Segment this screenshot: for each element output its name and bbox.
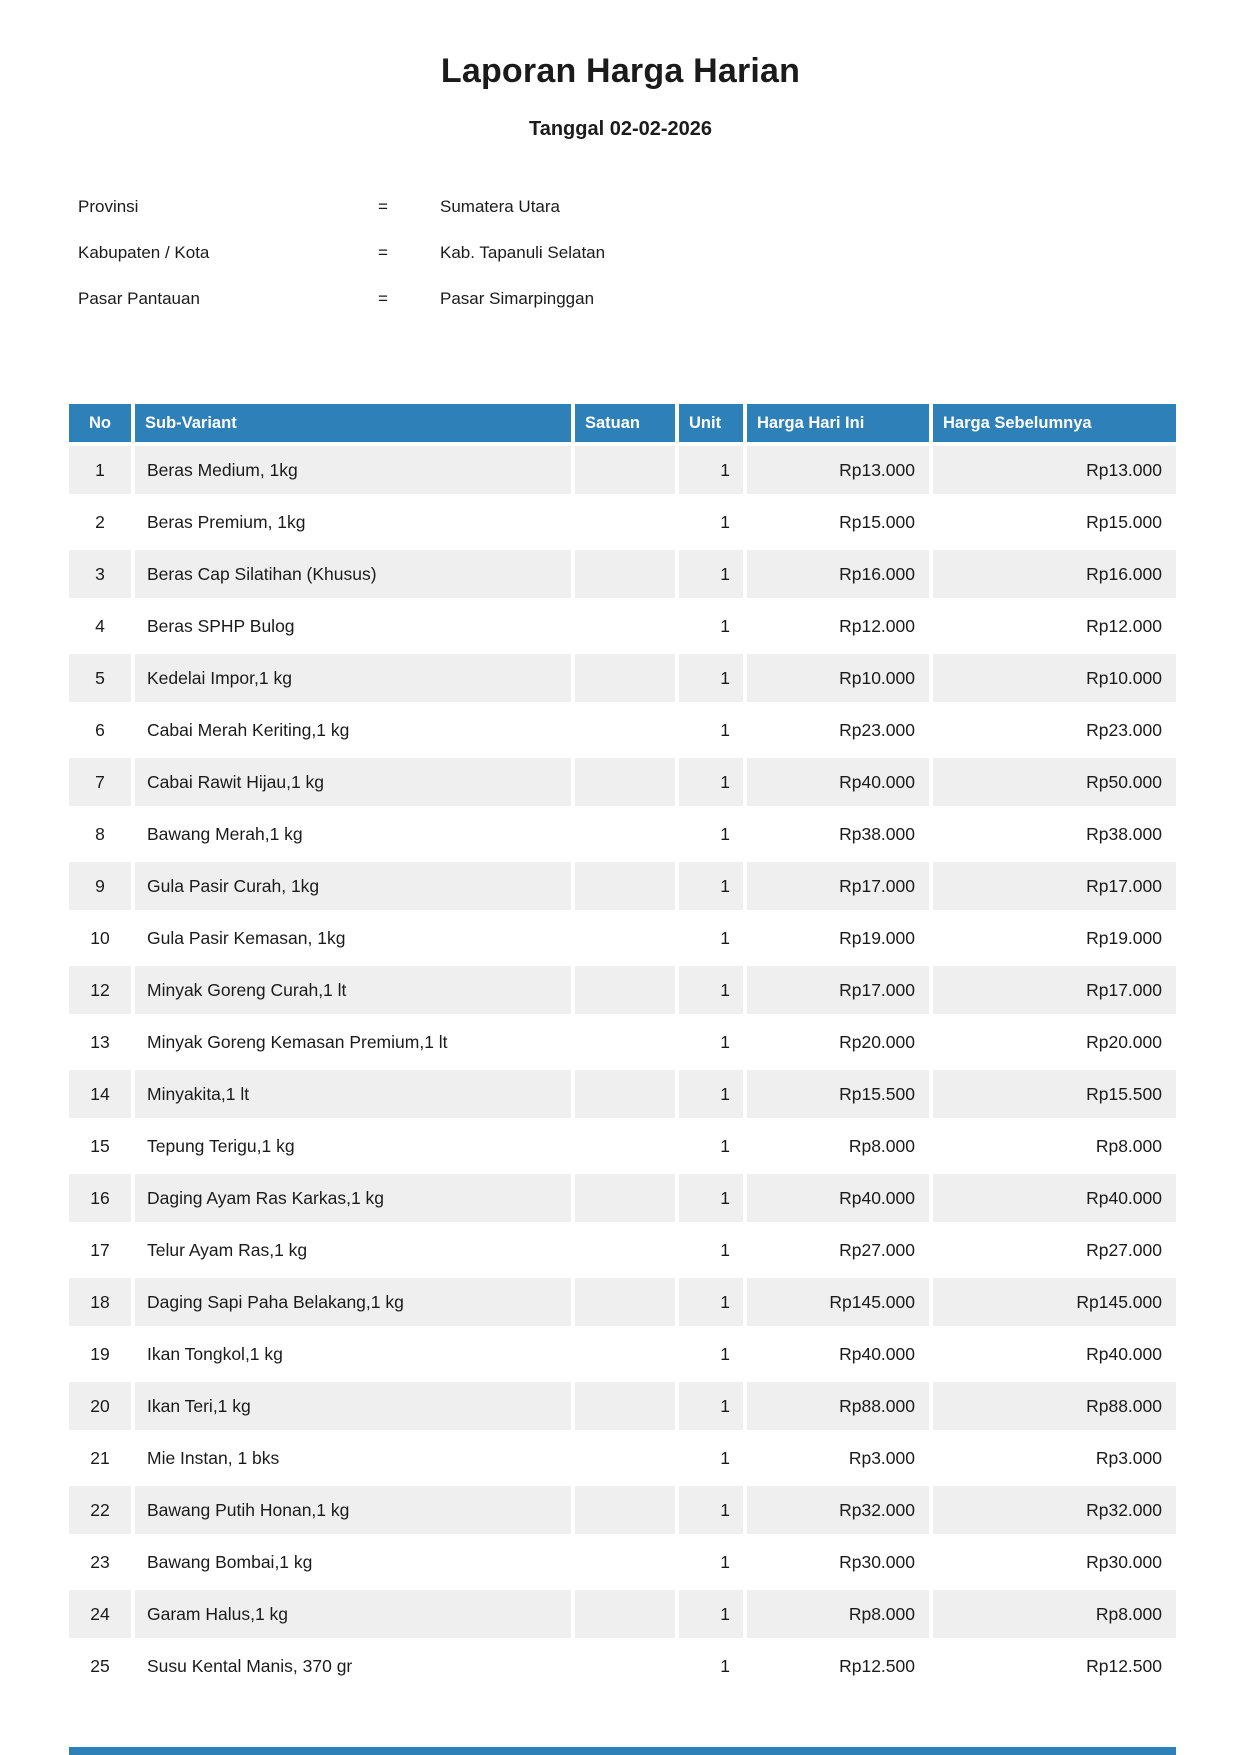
equals-sign: =	[378, 243, 388, 262]
cell-harga-hari-ini: Rp32.000	[747, 1486, 929, 1534]
cell-harga-sebelumnya: Rp12.000	[1086, 615, 1162, 636]
cell-harga-sebelumnya: Rp17.000	[933, 966, 1176, 1014]
cell-harga-hari-ini: Rp8.000	[747, 1590, 929, 1638]
cell-satuan	[575, 1330, 675, 1378]
cell-sub-variant: Cabai Rawit Hijau,1 kg	[135, 758, 571, 806]
cell-unit: 1	[720, 927, 730, 948]
cell-sub-variant: Beras Medium, 1kg	[135, 446, 571, 494]
cell-harga-hari-ini: Rp12.000	[839, 615, 915, 636]
info-row-kabupaten-kota	[78, 243, 1241, 289]
table-row	[69, 1434, 1176, 1482]
cell-harga-sebelumnya: Rp30.000	[1086, 1551, 1162, 1572]
cell-satuan	[575, 1174, 675, 1222]
table-row	[69, 1486, 1176, 1534]
cell-harga-hari-ini: Rp13.000	[747, 446, 929, 494]
cell-sub-variant: Gula Pasir Curah, 1kg	[135, 862, 571, 910]
cell-harga-sebelumnya: Rp10.000	[933, 654, 1176, 702]
cell-no: 8	[95, 823, 105, 844]
cell-satuan	[575, 1070, 675, 1118]
cell-satuan	[575, 1434, 675, 1482]
cell-satuan	[575, 550, 675, 598]
cell-no: 7	[69, 758, 131, 806]
cell-satuan	[575, 1382, 675, 1430]
cell-unit: 1	[720, 1343, 730, 1364]
info-value: Kab. Tapanuli Selatan	[440, 243, 606, 262]
info-value: Sumatera Utara	[440, 197, 560, 216]
info-row-provinsi	[78, 197, 1241, 243]
cell-satuan	[575, 602, 675, 650]
cell-unit: 1	[720, 823, 730, 844]
cell-harga-sebelumnya: Rp20.000	[1086, 1031, 1162, 1052]
cell-unit: 1	[679, 1590, 743, 1638]
table-row	[69, 1018, 1176, 1066]
cell-harga-sebelumnya: Rp38.000	[1086, 823, 1162, 844]
cell-no: 15	[90, 1135, 110, 1156]
cell-satuan	[575, 810, 675, 858]
cell-sub-variant: Daging Sapi Paha Belakang,1 kg	[135, 1278, 571, 1326]
table-row	[69, 550, 1176, 598]
cell-harga-sebelumnya: Rp27.000	[1086, 1239, 1162, 1260]
cell-no: 1	[69, 446, 131, 494]
cell-no: 4	[95, 615, 105, 636]
info-row-pasar-pantauan	[78, 289, 1241, 335]
cell-unit: 1	[679, 1486, 743, 1534]
cell-no: 9	[69, 862, 131, 910]
cell-harga-sebelumnya: Rp15.000	[1086, 511, 1162, 532]
info-label: Provinsi	[78, 197, 139, 216]
cell-unit: 1	[720, 1551, 730, 1572]
table-row	[69, 1330, 1176, 1378]
cell-satuan	[575, 1226, 675, 1274]
cell-sub-variant: Ikan Teri,1 kg	[135, 1382, 571, 1430]
cell-sub-variant: Bawang Putih Honan,1 kg	[135, 1486, 571, 1534]
cell-no: 17	[90, 1239, 110, 1260]
cell-harga-sebelumnya: Rp88.000	[933, 1382, 1176, 1430]
cell-harga-hari-ini: Rp40.000	[747, 1174, 929, 1222]
cell-unit: 1	[679, 966, 743, 1014]
cell-harga-sebelumnya: Rp13.000	[933, 446, 1176, 494]
cell-harga-sebelumnya: Rp40.000	[1086, 1343, 1162, 1364]
cell-sub-variant: Kedelai Impor,1 kg	[135, 654, 571, 702]
header-sub-variant: Sub-Variant	[135, 404, 571, 442]
header-harga-hari-ini: Harga Hari Ini	[747, 404, 929, 442]
cell-harga-sebelumnya: Rp8.000	[1095, 1135, 1162, 1156]
cell-unit: 1	[720, 1655, 730, 1676]
cell-satuan	[575, 914, 675, 962]
header-no: No	[69, 404, 131, 442]
table-row	[69, 498, 1176, 546]
header-satuan: Satuan	[575, 404, 675, 442]
cell-unit: 1	[720, 511, 730, 532]
equals-sign: =	[378, 289, 388, 308]
cell-no: 19	[90, 1343, 110, 1364]
cell-satuan	[575, 862, 675, 910]
table-row	[69, 810, 1176, 858]
cell-no: 3	[69, 550, 131, 598]
cell-harga-hari-ini: Rp40.000	[839, 1343, 915, 1364]
info-label: Pasar Pantauan	[78, 289, 200, 308]
cell-harga-hari-ini: Rp19.000	[839, 927, 915, 948]
cell-unit: 1	[679, 550, 743, 598]
cell-harga-hari-ini: Rp8.000	[848, 1135, 915, 1156]
cell-no: 25	[90, 1655, 110, 1676]
report-info-block	[78, 197, 1241, 335]
cell-unit: 1	[720, 1239, 730, 1260]
cell-satuan	[575, 966, 675, 1014]
cell-harga-sebelumnya: Rp40.000	[933, 1174, 1176, 1222]
cell-harga-hari-ini: Rp88.000	[747, 1382, 929, 1430]
cell-sub-variant: Bawang Merah,1 kg	[147, 823, 303, 844]
table-row	[69, 1226, 1176, 1274]
table-row	[69, 966, 1176, 1014]
cell-satuan	[575, 1278, 675, 1326]
cell-harga-hari-ini: Rp17.000	[747, 966, 929, 1014]
next-page-header-bar	[69, 1747, 1176, 1755]
cell-no: 16	[69, 1174, 131, 1222]
page-title: Laporan Harga Harian	[440, 52, 801, 90]
cell-satuan	[575, 498, 675, 546]
cell-harga-hari-ini: Rp23.000	[839, 719, 915, 740]
cell-sub-variant: Beras Cap Silatihan (Khusus)	[135, 550, 571, 598]
cell-satuan	[575, 1538, 675, 1586]
cell-sub-variant: Minyakita,1 lt	[135, 1070, 571, 1118]
cell-no: 12	[69, 966, 131, 1014]
table-row	[69, 1642, 1176, 1690]
cell-satuan	[575, 1122, 675, 1170]
cell-sub-variant: Susu Kental Manis, 370 gr	[147, 1655, 353, 1676]
cell-harga-sebelumnya: Rp23.000	[1086, 719, 1162, 740]
cell-harga-sebelumnya: Rp8.000	[933, 1590, 1176, 1638]
cell-no: 10	[90, 927, 110, 948]
cell-satuan	[575, 654, 675, 702]
header-harga-sebelumnya: Harga Sebelumnya	[933, 404, 1176, 442]
cell-harga-hari-ini: Rp20.000	[839, 1031, 915, 1052]
cell-sub-variant: Mie Instan, 1 bks	[147, 1447, 280, 1468]
cell-satuan	[575, 1642, 675, 1690]
cell-no: 23	[90, 1551, 110, 1572]
cell-harga-hari-ini: Rp27.000	[839, 1239, 915, 1260]
table-row	[69, 1382, 1176, 1430]
cell-sub-variant: Beras Premium, 1kg	[147, 511, 306, 532]
cell-harga-hari-ini: Rp16.000	[747, 550, 929, 598]
cell-no: 20	[69, 1382, 131, 1430]
cell-harga-hari-ini: Rp17.000	[747, 862, 929, 910]
table-row	[69, 1122, 1176, 1170]
cell-sub-variant: Beras SPHP Bulog	[147, 615, 295, 636]
cell-satuan	[575, 1486, 675, 1534]
price-table	[65, 400, 1180, 1694]
cell-harga-hari-ini: Rp30.000	[839, 1551, 915, 1572]
cell-harga-hari-ini: Rp145.000	[747, 1278, 929, 1326]
table-row	[69, 602, 1176, 650]
cell-satuan	[575, 446, 675, 494]
cell-satuan	[575, 1590, 675, 1638]
cell-unit: 1	[679, 654, 743, 702]
table-header-row	[69, 404, 1176, 442]
table-row	[69, 446, 1176, 494]
cell-harga-hari-ini: Rp40.000	[747, 758, 929, 806]
cell-sub-variant: Minyak Goreng Curah,1 lt	[135, 966, 571, 1014]
cell-unit: 1	[720, 615, 730, 636]
cell-harga-hari-ini: Rp3.000	[848, 1447, 915, 1468]
table-row	[69, 706, 1176, 754]
table-row	[69, 1174, 1176, 1222]
info-value: Pasar Simarpinggan	[440, 289, 595, 308]
cell-harga-hari-ini: Rp15.000	[839, 511, 915, 532]
cell-harga-sebelumnya: Rp3.000	[1095, 1447, 1162, 1468]
header-unit: Unit	[679, 404, 743, 442]
table-row	[69, 1590, 1176, 1638]
cell-sub-variant: Gula Pasir Kemasan, 1kg	[147, 927, 346, 948]
table-row	[69, 862, 1176, 910]
cell-harga-sebelumnya: Rp15.500	[933, 1070, 1176, 1118]
cell-unit: 1	[679, 1382, 743, 1430]
cell-no: 14	[69, 1070, 131, 1118]
cell-no: 18	[69, 1278, 131, 1326]
table-row	[69, 914, 1176, 962]
cell-no: 21	[90, 1447, 110, 1468]
cell-sub-variant: Cabai Merah Keriting,1 kg	[147, 719, 350, 740]
cell-unit: 1	[720, 1135, 730, 1156]
table-row	[69, 1538, 1176, 1586]
cell-harga-hari-ini: Rp38.000	[839, 823, 915, 844]
cell-sub-variant: Telur Ayam Ras,1 kg	[147, 1239, 308, 1260]
cell-satuan	[575, 1018, 675, 1066]
cell-harga-sebelumnya: Rp32.000	[933, 1486, 1176, 1534]
cell-unit: 1	[679, 1174, 743, 1222]
cell-unit: 1	[679, 1070, 743, 1118]
table-row	[69, 654, 1176, 702]
cell-no: 2	[95, 511, 105, 532]
cell-harga-sebelumnya: Rp19.000	[1086, 927, 1162, 948]
cell-sub-variant: Tepung Terigu,1 kg	[147, 1135, 295, 1156]
cell-sub-variant: Bawang Bombai,1 kg	[147, 1551, 313, 1572]
table-row	[69, 758, 1176, 806]
cell-sub-variant: Minyak Goreng Kemasan Premium,1 lt	[147, 1031, 448, 1052]
cell-no: 24	[69, 1590, 131, 1638]
cell-no: 22	[69, 1486, 131, 1534]
cell-no: 13	[90, 1031, 110, 1052]
cell-harga-hari-ini: Rp10.000	[747, 654, 929, 702]
info-label: Kabupaten / Kota	[78, 243, 210, 262]
cell-sub-variant: Daging Ayam Ras Karkas,1 kg	[135, 1174, 571, 1222]
cell-sub-variant: Ikan Tongkol,1 kg	[147, 1343, 283, 1364]
cell-unit: 1	[720, 1031, 730, 1052]
cell-no: 6	[95, 719, 105, 740]
cell-harga-sebelumnya: Rp12.500	[1086, 1655, 1162, 1676]
cell-unit: 1	[720, 1447, 730, 1468]
cell-unit: 1	[720, 719, 730, 740]
cell-harga-hari-ini: Rp12.500	[839, 1655, 915, 1676]
cell-harga-hari-ini: Rp15.500	[747, 1070, 929, 1118]
cell-satuan	[575, 758, 675, 806]
cell-no: 5	[69, 654, 131, 702]
cell-unit: 1	[679, 446, 743, 494]
cell-harga-sebelumnya: Rp17.000	[933, 862, 1176, 910]
cell-satuan	[575, 706, 675, 754]
cell-harga-sebelumnya: Rp145.000	[933, 1278, 1176, 1326]
cell-harga-sebelumnya: Rp16.000	[933, 550, 1176, 598]
cell-unit: 1	[679, 862, 743, 910]
cell-sub-variant: Garam Halus,1 kg	[135, 1590, 571, 1638]
cell-unit: 1	[679, 1278, 743, 1326]
equals-sign: =	[378, 197, 388, 216]
cell-harga-sebelumnya: Rp50.000	[933, 758, 1176, 806]
report-date: Tanggal 02-02-2026	[528, 118, 713, 140]
table-row	[69, 1070, 1176, 1118]
table-row	[69, 1278, 1176, 1326]
cell-unit: 1	[679, 758, 743, 806]
